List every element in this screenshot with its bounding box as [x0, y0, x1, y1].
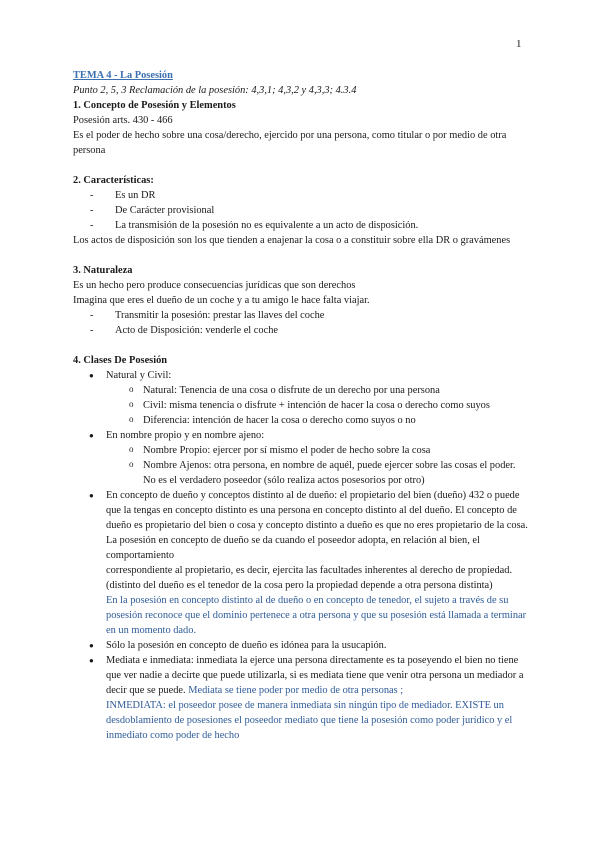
concepto-text-2: correspondiente al propietario, es decir, ejercita las facultades inherentes al derecho de propiedad. (distinto del dueño es el tenedor de la cosa pero la propiedad depende a otra persona distinta) — [106, 565, 513, 591]
section-3-heading: 3. Naturaleza — [73, 265, 133, 276]
nombre-sublist — [106, 443, 529, 488]
list-item: - Transmitir la posesión: prestar las llaves del coche — [90, 308, 529, 323]
page-number: 1 — [516, 38, 522, 50]
list-item: - De Carácter provisional — [90, 203, 529, 218]
page-title: TEMA 4 - La Posesión — [73, 70, 173, 81]
subtitle: Punto 2, 5, 3 Reclamación de la posesión: 4,3,1; 4,3,2 y 4,3,3; 4.3.4 — [73, 85, 357, 96]
natural-civil-label: Natural y Civil: — [106, 370, 172, 381]
sub-list-item: o Nombre Propio: ejercer por sí mismo el poder de hecho sobre la cosa — [129, 443, 529, 458]
list-item: - Acto de Disposición: venderle el coche — [90, 323, 529, 338]
concepto-note: En la posesión en concepto distinto al de dueño o en concepto de tenedor, el sujeto a través de su posesión reconoce que el dominio pertenece a otra persona y que su posesión está llamada a terminar en un momento dado. — [106, 595, 527, 636]
list-item-mediata — [89, 653, 529, 743]
list-item: - Es un DR — [90, 188, 529, 203]
nature-examples-list — [73, 308, 529, 338]
sub-list-item: o Diferencia: intención de hacer la cosa o derecho como suyos o no — [129, 413, 529, 428]
section-2-heading: 2. Características: — [73, 175, 154, 186]
mediata-text: Mediata e inmediata: inmediata la ejerce una persona directamente es ta poseyendo el bien no tiene que ver nadie a decirte que puede utilizarla, si es mediata tiene que venir otra persona un mediador a decir que se puede. — [106, 655, 524, 696]
sub-list-item: o Natural: Tenencia de una cosa o disfrute de un derecho por una persona — [129, 383, 529, 398]
classes-list — [73, 368, 529, 743]
list-item-nombre — [89, 428, 529, 488]
mediata-note-1: Mediata se tiene poder por medio de otra personas ; — [188, 685, 404, 696]
list-item-natural-civil — [89, 368, 529, 428]
concepto-text-1: ● En concepto de dueño y conceptos distinto al de dueño: el propietario del bien (dueño) 432 o puede que la tengas en concepto distinto es una persona en concepto distinto al del dueño. El concepto de dueño es propietario del bien o cosa y concepto distinto a dueño es que no eres propietario de la cosa. La posesión en concepto de dueño se da cuando el poseedor adopta, en relación al bien, el comportamiento — [106, 490, 528, 561]
nombre-label: En nombre propio y en nombre ajeno: — [106, 430, 265, 441]
document-body — [73, 68, 529, 743]
section-1-articles: Posesión arts. 430 - 466 — [73, 115, 173, 126]
mediata-note-2: INMEDIATA: el poseedor posee de manera inmediata sin ningún tipo de mediador. EXISTE un desdoblamiento de posesiones el poseedor mediato que tiene la posesión como poder jurídico y el inmediato como poder de hecho — [106, 700, 513, 741]
sub-list-item: o Civil: misma tenencia o disfrute + intención de hacer la cosa o derecho como suyos — [129, 398, 529, 413]
list-item-usucapion: ● Sólo la posesión en concepto de dueño es idónea para la usucapión. — [89, 638, 529, 653]
sub-list-item: o Nombre Ajenos: otra persona, en nombre de aquél, puede ejercer sobre las cosas el poder. No es el verdadero poseedor (sólo realiza actos posesorios por otro) — [129, 458, 529, 488]
characteristics-list — [73, 188, 529, 233]
section-3-line-2: Imagina que eres el dueño de un coche y a tu amigo le hace falta viajar. — [73, 295, 370, 306]
list-item: - La transmisión de la posesión no es equivalente a un acto de disposición. — [90, 218, 529, 233]
section-1-definition: Es el poder de hecho sobre una cosa/derecho, ejercido por una persona, como titular o por medio de otra persona — [73, 130, 507, 156]
section-3-line-1: Es un hecho pero produce consecuencias jurídicas que son derechos — [73, 280, 356, 291]
natural-civil-sublist — [106, 383, 529, 428]
section-1-heading: 1. Concepto de Posesión y Elementos — [73, 100, 236, 111]
section-2-note: Los actos de disposición son los que tienden a enajenar la cosa o a constituir sobre ella DR o gravámenes — [73, 235, 511, 246]
list-item-concepto — [89, 488, 529, 638]
section-4-heading: 4. Clases De Posesión — [73, 355, 168, 366]
